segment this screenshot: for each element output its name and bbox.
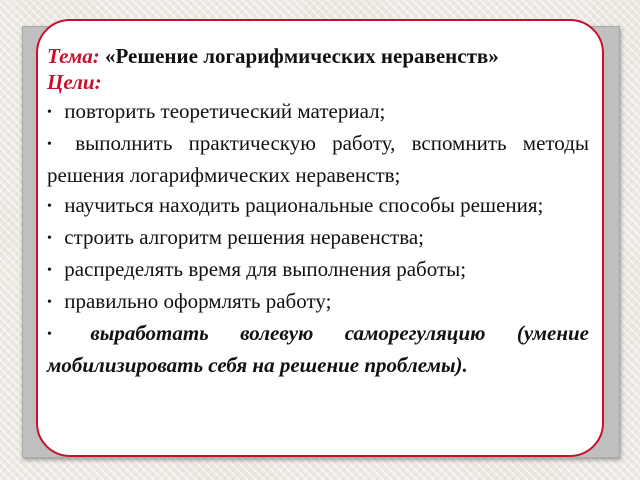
goal-item: [47, 128, 589, 190]
goal-text: выполнить практическую работу, вспомнить методы решения логарифмических неравенств;: [47, 131, 589, 187]
goals-label: Цели:: [47, 70, 102, 94]
bullet-icon: •: [47, 105, 52, 120]
goals-heading: [47, 69, 589, 95]
bullet-icon: •: [47, 295, 52, 310]
goal-item: [47, 286, 589, 318]
goal-item: [47, 190, 589, 222]
goal-text: строить алгоритм решения неравенства;: [64, 225, 424, 249]
topic-line: [47, 43, 589, 69]
goal-text: правильно оформлять работу;: [64, 289, 332, 313]
goal-text: повторить теоретический материал;: [64, 99, 386, 123]
bullet-icon: •: [47, 231, 52, 246]
topic-label: Тема:: [47, 44, 100, 68]
goals-list: [47, 96, 589, 380]
bullet-icon: •: [47, 137, 52, 152]
bullet-icon: •: [47, 327, 52, 342]
bullet-icon: •: [47, 199, 52, 214]
goal-text: распределять время для выполнения работы;: [64, 257, 467, 281]
goal-text-emphasized: выработать волевую саморегуляцию (умение мобилизировать себя на решение проблемы).: [47, 321, 589, 377]
goal-text: научиться находить рациональные способы решения;: [64, 193, 544, 217]
bullet-icon: •: [47, 263, 52, 278]
goal-item: [47, 222, 589, 254]
goal-item: [47, 96, 589, 128]
goal-item-emphasized: [47, 318, 589, 380]
slide-content: [47, 43, 589, 380]
topic-title: «Решение логарифмических неравенств»: [105, 44, 499, 68]
goal-item: [47, 254, 589, 286]
